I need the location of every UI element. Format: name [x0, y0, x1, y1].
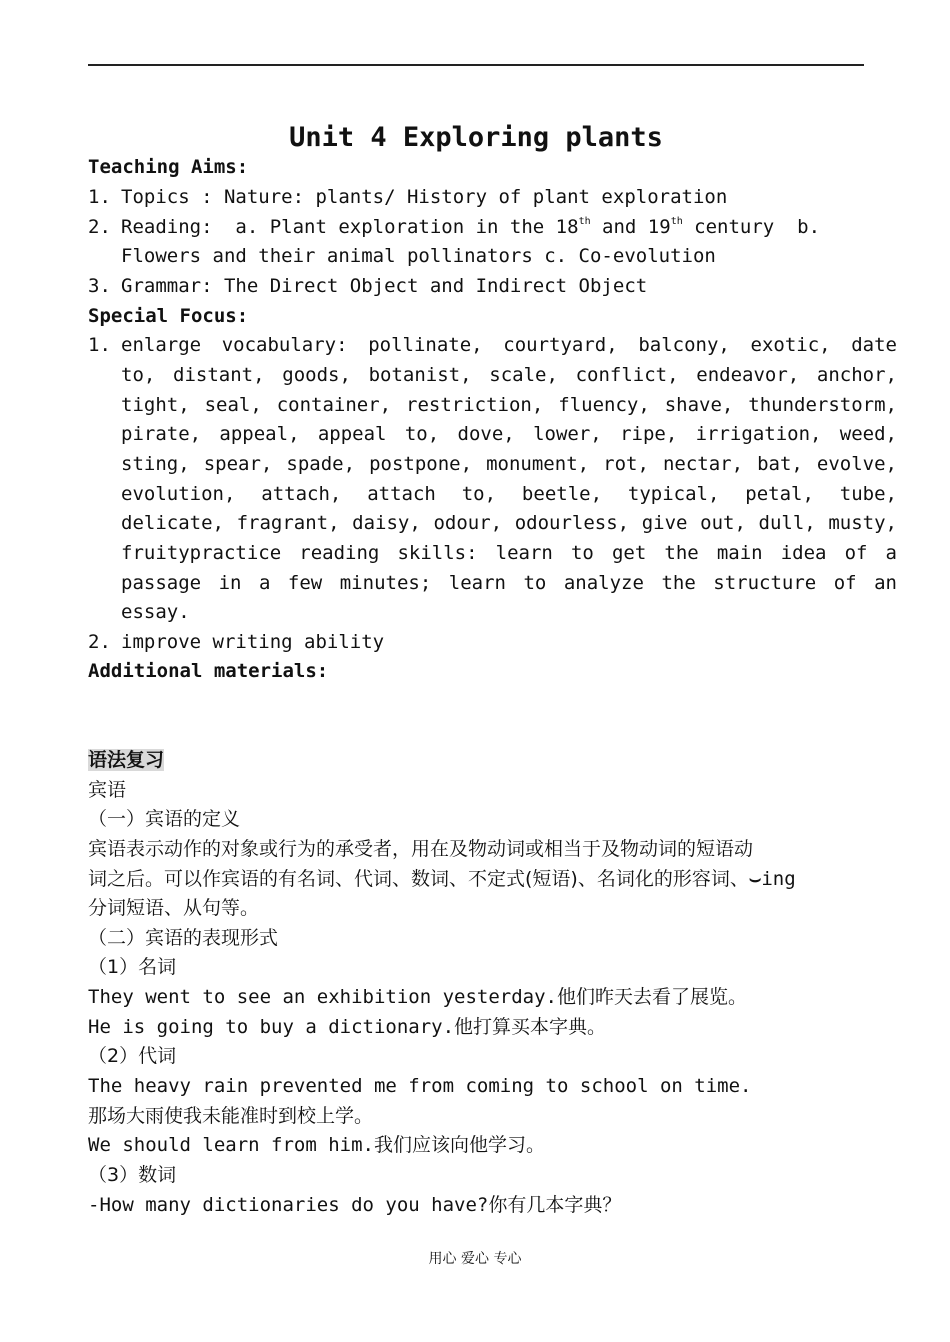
numeral-heading: （3）数词 [88, 1164, 177, 1186]
focus-1-line: essay. [121, 601, 190, 623]
focus-1-number: 1. [88, 334, 111, 356]
aim-2-number: 2. [88, 216, 111, 238]
special-focus-heading: Special Focus: [88, 305, 249, 327]
aim-1-number: 1. [88, 186, 111, 208]
focus-2-number: 2. [88, 631, 111, 653]
focus-1-line: fruitypractice reading skills: learn to get the main idea of a [121, 542, 897, 564]
aim-1-text: Topics : Nature: plants/ History of plant exploration [121, 186, 728, 208]
teaching-aims-heading: Teaching Aims: [88, 156, 249, 178]
aim-item-2 [88, 215, 864, 239]
aim-2-text-b: and 19 [590, 216, 671, 238]
aim-3-text: Grammar: The Direct Object and Indirect Object [121, 275, 648, 297]
grammar-review-heading-line [88, 748, 864, 772]
aim-item-1 [88, 185, 864, 209]
aim-2-text-a: Reading: a. Plant exploration in the 18 [121, 216, 579, 238]
focus-1-line: passage in a few minutes; learn to analyze the structure of an [121, 572, 897, 594]
pronoun-example-1-translation: 那场大雨使我未能准时到校上学。 [88, 1105, 374, 1127]
definition-line-1: 宾语表示动作的对象或行为的承受者，用在及物动词或相当于及物动词的短语动 [88, 838, 754, 860]
pronoun-example-2: We should learn from him.我们应该向他学习。 [88, 1134, 545, 1156]
grammar-review-heading: 语法复习 [88, 749, 165, 771]
header-rule [88, 64, 864, 66]
definition-line-3: 分词短语、从句等。 [88, 897, 260, 919]
page-title: Unit 4 Exploring plants [289, 122, 663, 153]
focus-item-2 [88, 630, 864, 654]
focus-1-line: enlarge vocabulary: pollinate, courtyard, balcony, exotic, date [121, 334, 897, 356]
focus-1-line: delicate, fragrant, daisy, odour, odourless, give out, dull, musty, [121, 512, 897, 534]
pronoun-example-1: The heavy rain prevented me from coming to school on time. [88, 1075, 752, 1097]
section-forms-heading: （二）宾语的表现形式 [88, 927, 279, 949]
aim-2-text-c: century b. [682, 216, 821, 238]
aim-2-line-2: Flowers and their animal pollinators c. Co-evolution [121, 245, 716, 267]
ing-mark: ⌣ [748, 868, 762, 890]
focus-1-line: sting, spear, spade, postpone, monument, rot, nectar, bat, evolve, [121, 453, 897, 475]
definition-line-2 [88, 867, 864, 891]
noun-heading: （1）名词 [88, 956, 177, 978]
aim-2-sup-1: th [578, 216, 591, 227]
topic-object: 宾语 [88, 779, 127, 801]
focus-1-line: to, distant, goods, botanist, scale, conflict, endeavor, anchor, [121, 364, 897, 386]
focus-1-line: evolution, attach, attach to, beetle, typical, petal, tube, [121, 483, 897, 505]
definition-line-2-ing: ing [761, 868, 796, 890]
aim-3-number: 3. [88, 275, 111, 297]
noun-example-1: They went to see an exhibition yesterday.他们昨天去看了展览。 [88, 986, 747, 1008]
definition-line-2-text: 词之后。可以作宾语的有名词、代词、数词、不定式(短语)、名词化的形容词、 [88, 868, 749, 890]
aim-item-3 [88, 274, 864, 298]
additional-materials-heading: Additional materials: [88, 660, 329, 682]
focus-1-line: pirate, appeal, appeal to, dove, lower, ripe, irrigation, weed, [121, 423, 897, 445]
page-footer: 用心 爱心 专心 [428, 1251, 522, 1267]
aim-2-sup-2: th [670, 216, 683, 227]
noun-example-2: He is going to buy a dictionary.他打算买本字典。 [88, 1016, 607, 1038]
pronoun-heading: （2）代词 [88, 1045, 177, 1067]
focus-1-line: tight, seal, container, restriction, fluency, shave, thunderstorm, [121, 394, 897, 416]
focus-2-text: improve writing ability [121, 631, 385, 653]
numeral-example-1: -How many dictionaries do you have?你有几本字典？ [88, 1194, 622, 1216]
section-definition-heading: （一）宾语的定义 [88, 808, 241, 830]
